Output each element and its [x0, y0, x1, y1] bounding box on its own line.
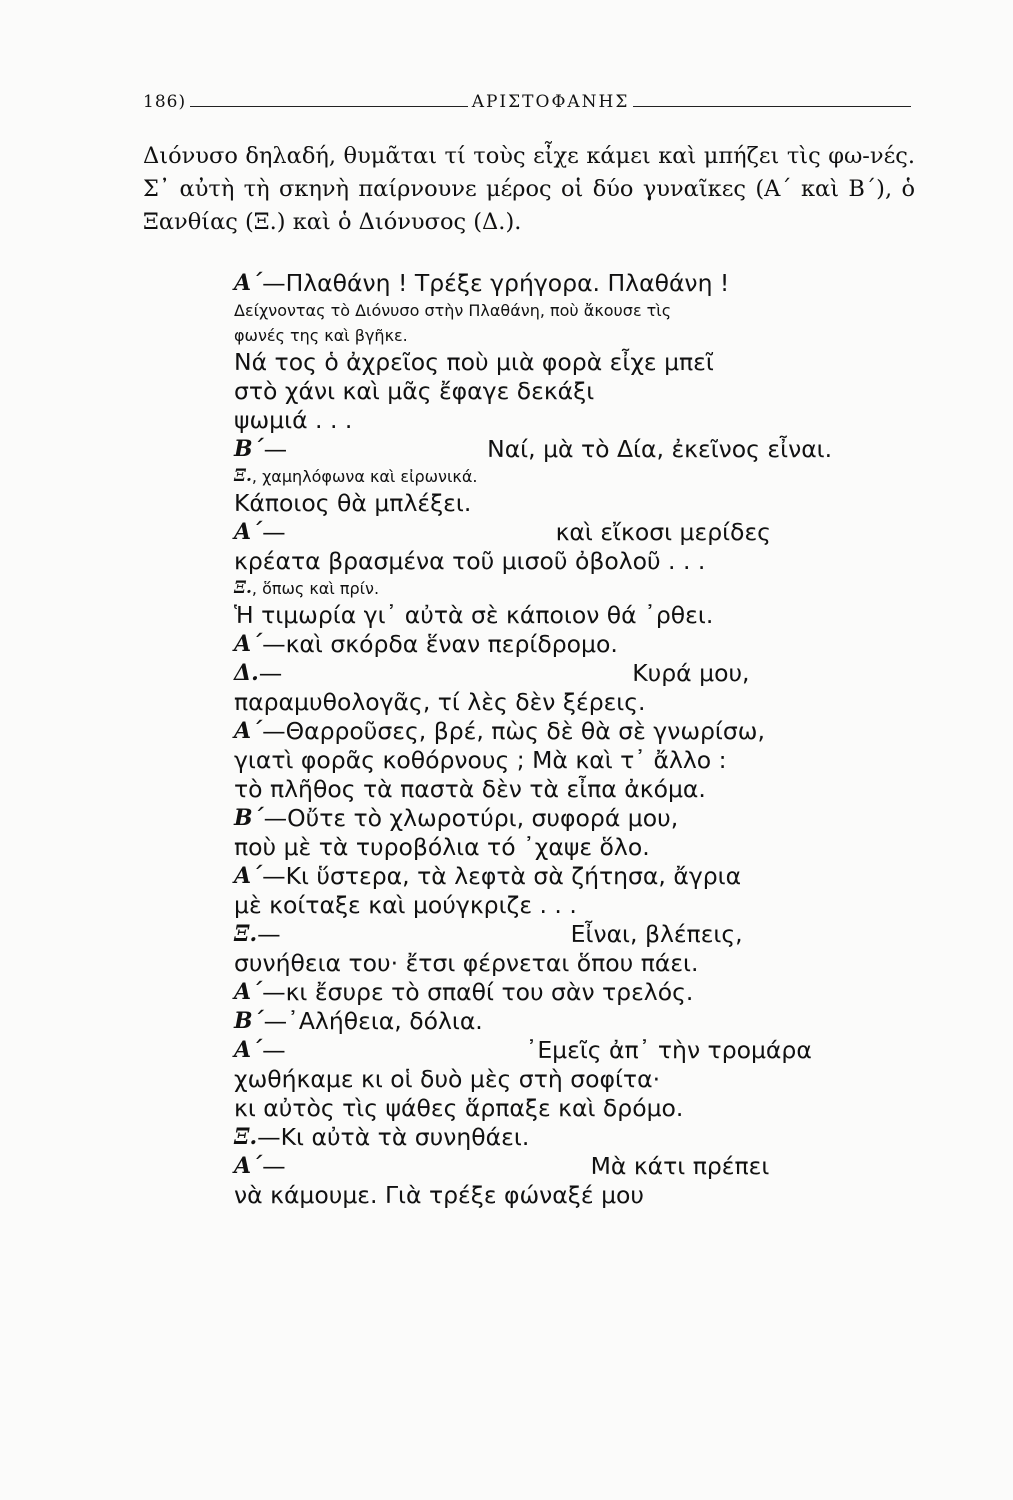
line-text: —: [262, 518, 286, 546]
line-text: —Θαρροῦσες, βρέ, πὼς δὲ θὰ σὲ γνωρίσω,: [262, 717, 765, 745]
verse-line: [234, 949, 874, 978]
line-text: —: [258, 659, 283, 687]
verse-line: [234, 659, 874, 688]
dialogue-verse: [234, 269, 874, 1210]
verse-line: [234, 775, 874, 804]
verse-line: [234, 269, 874, 298]
speaker-label: Α΄: [234, 979, 263, 1005]
verse-line: [234, 601, 874, 630]
indent-gap: [287, 435, 487, 464]
line-text: κι αὐτὸς τὶς ψάθες ἅρπαξε καὶ δρόμο.: [234, 1094, 684, 1122]
verse-line: [234, 717, 874, 746]
line-text: νὰ κάμουμε. Γιὰ τρέξε φώναξέ μου: [234, 1181, 644, 1209]
line-text: —Πλαθάνη ! Τρέξε γρήγορα. Πλαθάνη !: [262, 269, 730, 297]
line-text: ψωμιά . . .: [234, 406, 353, 434]
verse-line: [234, 804, 874, 833]
line-text: Δείχνοντας τὸ Διόνυσο στὴν Πλαθάνη, ποὺ ἄκουσε τὶς: [234, 301, 672, 320]
speaker-label: Ξ.: [234, 466, 252, 486]
line-text: Ἡ τιμωρία γι᾽ αὐτὰ σὲ κάποιον θά ᾽ρθει.: [234, 601, 714, 629]
line-text: —: [257, 920, 281, 948]
speaker-label: Ξ.: [234, 1124, 258, 1150]
line-text: στὸ χάνι καὶ μᾶς ἔφαγε δεκάξι: [234, 377, 595, 405]
running-title: ΑΡΙΣΤΟΦΑΝΗΣ: [471, 92, 630, 112]
speaker-label: Δ.: [234, 660, 259, 686]
line-text: Νά τος ὁ ἀχρεῖος ποὺ μιὰ φορὰ εἶχε μπεῖ: [234, 348, 714, 376]
header-rule-right: [633, 106, 911, 107]
verse-line: [234, 1065, 874, 1094]
speaker-label: Ξ.: [234, 921, 258, 947]
speaker-label: Α΄: [234, 1037, 263, 1063]
verse-line: [234, 978, 874, 1007]
header-rule-left: [190, 106, 468, 107]
line-text: παραμυθολογᾶς, τί λὲς δὲν ξέρεις.: [234, 688, 646, 716]
line-continuation: Εἶναι, βλέπεις,: [570, 920, 743, 948]
verse-line: [234, 348, 874, 377]
line-text: —: [262, 1036, 286, 1064]
speaker-label: Β΄: [234, 1008, 264, 1034]
indent-gap: [282, 659, 632, 688]
verse-line: [234, 1152, 874, 1181]
line-continuation: Κυρά μου,: [632, 659, 750, 687]
speaker-label: Ξ.: [234, 578, 252, 598]
verse-line: [234, 489, 874, 518]
line-text: ποὺ μὲ τὰ τυροβόλια τό ᾽χαψε ὅλο.: [234, 833, 650, 861]
intro-paragraph: Διόνυσο δηλαδή, θυμᾶται τί τοὺς εἶχε κάμει καὶ μπήζει τὶς φω-νές. Σ᾽ αὐτὴ τὴ σκηνὴ παίρνουνε μέρος οἱ δύο γυναῖκες (Α΄ καὶ Β΄), ὁ Ξανθίας (Ξ.) καὶ ὁ Διόνυσος (Δ.).: [143, 143, 915, 235]
line-continuation: Ναί, μὰ τὸ Δία, ἐκεῖνος εἶναι.: [487, 435, 833, 463]
line-text: Κάποιος θὰ μπλέξει.: [234, 489, 472, 517]
line-text: —Κι ὕστερα, τὰ λεφτὰ σὰ ζήτησα, ἄγρια: [262, 862, 742, 890]
verse-line: [234, 1007, 874, 1036]
line-text: —᾽Αλήθεια, δόλια.: [263, 1007, 483, 1035]
stage-direction: [234, 298, 874, 323]
verse-line: [234, 891, 874, 920]
indent-gap: [286, 1036, 526, 1065]
verse-line: [234, 406, 874, 435]
line-text: , χαμηλόφωνα καὶ εἰρωνικά.: [251, 467, 478, 486]
speaker-label: Α΄: [234, 631, 263, 657]
line-text: —κι ἔσυρε τὸ σπαθί του σὰν τρελός.: [262, 978, 694, 1006]
line-text: —: [263, 435, 288, 463]
speaker-label: Α΄: [234, 519, 263, 545]
line-text: φωνές της καὶ βγῆκε.: [234, 326, 408, 345]
verse-line: [234, 1181, 874, 1210]
line-text: τὸ πλῆθος τὰ παστὰ δὲν τὰ εἶπα ἀκόμα.: [234, 775, 706, 803]
speaker-label: Α΄: [234, 718, 263, 744]
verse-line: [234, 1036, 874, 1065]
verse-line: [234, 688, 874, 717]
line-text: μὲ κοίταξε καὶ μούγκριζε . . .: [234, 891, 577, 919]
verse-line: [234, 1123, 874, 1152]
line-continuation: Μὰ κάτι πρέπει: [590, 1152, 770, 1180]
line-text: —Οὔτε τὸ χλωροτύρι, συφορά μου,: [263, 804, 679, 832]
verse-line: [234, 862, 874, 891]
verse-line: [234, 746, 874, 775]
line-text: συνήθεια του· ἔτσι φέρνεται ὅπου πάει.: [234, 949, 699, 977]
line-continuation: ᾽Εμεῖς ἀπ᾽ τὴν τρομάρα: [525, 1036, 812, 1064]
speaker-label: Α΄: [234, 270, 263, 296]
verse-line: [234, 377, 874, 406]
verse-line: [234, 547, 874, 576]
line-text: γιατὶ φορᾶς κοθόρνους ; Μὰ καὶ τ᾽ ἄλλο :: [234, 746, 727, 774]
line-text: —Κι αὐτὰ τὰ συνηθάει.: [257, 1123, 530, 1151]
line-text: , ὅπως καὶ πρίν.: [251, 579, 380, 598]
verse-line: [234, 920, 874, 949]
speaker-label: Α΄: [234, 1153, 263, 1179]
verse-line: [234, 630, 874, 659]
speaker-label: Α΄: [234, 863, 263, 889]
line-text: κρέατα βρασμένα τοῦ μισοῦ ὀβολοῦ . . .: [234, 547, 706, 575]
verse-line: [234, 518, 874, 547]
line-text: —καὶ σκόρδα ἕναν περίδρομο.: [262, 630, 618, 658]
verse-line: [234, 833, 874, 862]
verse-line: [234, 1094, 874, 1123]
stage-direction: [234, 464, 874, 489]
line-continuation: καὶ εἴκοσι μερίδες: [555, 518, 771, 546]
indent-gap: [281, 920, 571, 949]
speaker-label: Β΄: [234, 805, 264, 831]
line-text: χωθήκαμε κι οἱ δυὸ μὲς στὴ σοφίτα·: [234, 1065, 661, 1093]
verse-line: [234, 435, 874, 464]
stage-direction: [234, 323, 874, 348]
running-header: [143, 88, 915, 112]
indent-gap: [286, 518, 556, 547]
indent-gap: [286, 1152, 591, 1181]
page-number: 186): [143, 92, 187, 112]
line-text: —: [262, 1152, 286, 1180]
stage-direction: [234, 576, 874, 601]
speaker-label: Β΄: [234, 436, 264, 462]
